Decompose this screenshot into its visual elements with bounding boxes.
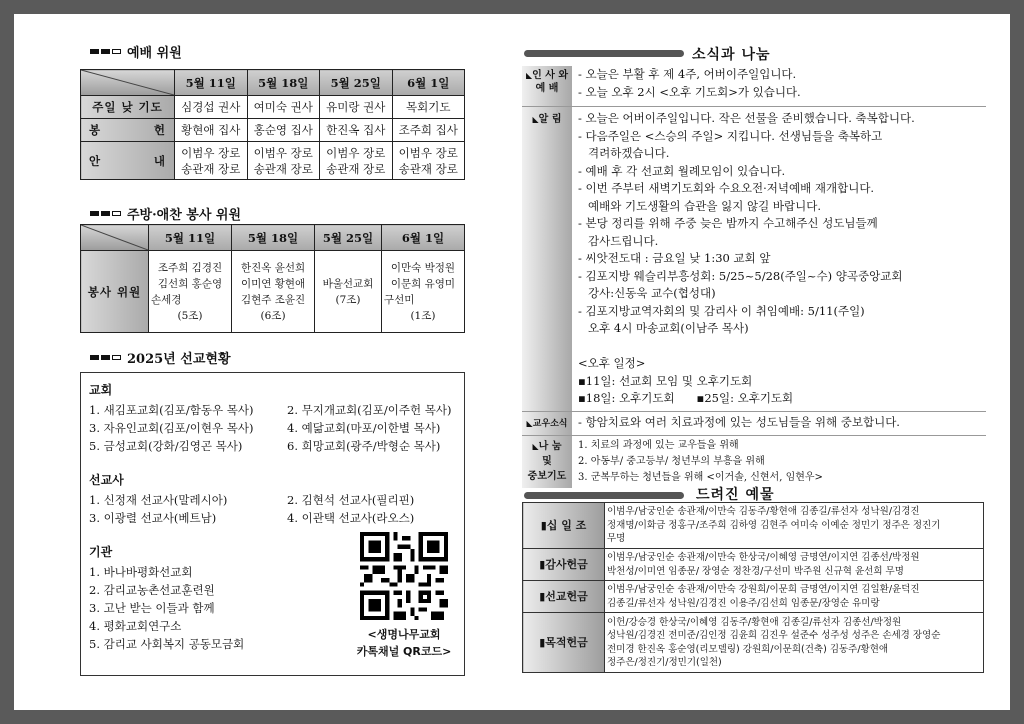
table-cell: 유미랑 권사 [320,96,393,119]
date-header: 6월 1일 [381,225,464,251]
news-label: ◣교우소식 [522,412,572,435]
news-label: ◣나 눔 및 중보기도 [522,436,572,488]
table-row [523,503,984,549]
table-cell: 홍순영 집사 [247,119,320,142]
list-item: 5. 금성교회(강화/김영곤 목사) [89,439,243,453]
row-label-usher: 안 내 [81,142,175,180]
mission-heading [90,348,231,367]
offerings-title: 드려진 예물 [696,487,775,503]
list-item: 4. 예닮교회(마포/이한별 목사) [287,421,441,435]
date-header: 5월 11일 [175,70,248,96]
section-bullet-icon [90,355,121,360]
table-row [523,581,984,613]
row-label-service: 봉사 위원 [81,251,149,333]
list-item: 1. 새김포교회(김포/함동우 목사) [89,403,254,417]
kitchen-table [80,224,465,333]
missionary-list [89,491,456,527]
offerings-table [522,502,984,673]
news-section-greeting [522,66,986,107]
news-title: 소식과 나눔 [692,47,771,63]
date-header: 5월 25일 [315,225,382,251]
table-cell: 심경섭 권사 [175,96,248,119]
bulletin-page [14,14,1010,710]
church-subtitle: 교회 [89,383,113,397]
date-header: 5월 25일 [320,70,393,96]
org-subtitle: 기관 [89,545,113,559]
list-item: 2. 김현석 선교사(필리핀) [287,493,415,507]
table-row [523,613,984,673]
news-body: - 항암치료와 여러 치료과정에 있는 성도님들을 위해 중보합니다. [578,415,900,429]
list-item: 2. 감리교농촌선교훈련원 [89,583,215,597]
worship-heading [90,42,182,61]
mission-title: 2025년 선교현황 [127,352,231,367]
section-bullet-icon [90,49,121,54]
offering-names: 이범우/남궁인순 송관재/이만숙 김동주/황현애 김종길/류선자 성낙원/김경진 정재명/이화금 정홍구/조주희 김하영 김현주 여미숙 이예순 정민기 정주은 정진기 무명 [605,503,984,549]
offerings-title-bar [524,492,684,499]
news-section-notice [522,107,986,412]
offering-names: 이범우/남궁인순 송관재/이만숙 강원희/이문희 금명연/이지연 김일환/윤덕진 김종길/류선자 성낙원/김경진 이용주/김선희 임종문/장영순 유미랑 [605,581,984,613]
row-label-offering: 봉 헌 [81,119,175,142]
list-item: 5. 감리교 사회복지 공동모금회 [89,637,245,651]
kitchen-heading [90,204,241,223]
table-cell: 바울선교회 (7조) [315,251,382,333]
list-item: 2. 무지개교회(김포/이주헌 목사) [287,403,452,417]
date-header: 5월 18일 [232,225,315,251]
church-list [89,401,456,455]
table-cell: 이만숙 박정원 이문희 유영미 구선미 (1조) [381,251,464,333]
worship-title: 예배 위원 [127,46,182,61]
offering-label: ▮십 일 조 [523,503,605,549]
date-header: 6월 1일 [392,70,465,96]
news-panel [522,66,986,488]
missionary-subtitle: 선교사 [89,473,124,487]
list-item: 1. 바나바평화선교회 [89,565,193,579]
news-title-bar [524,50,684,57]
news-body: - 오늘은 부활 후 제 4주, 어버이주일입니다. - 오늘 오후 2시 <오후 기도회>가 있습니다. [578,67,801,99]
news-label: ◣알 림 [522,107,572,411]
news-section-prayer [522,436,986,488]
news-body: 1. 치료의 과정에 있는 교우들을 위해 2. 아동부/ 중고등부/ 청년부의 부흥을 위해 3. 군복무하는 청년들을 위해 <이거솔, 신현서, 임현우> [578,440,823,483]
table-cell: 황현애 집사 [175,119,248,142]
table-cell: 조주희 집사 [392,119,465,142]
news-label: ◣인 사 와 예 배 [522,66,572,106]
list-item: 3. 자유인교회(김포/이현우 목사) [89,421,254,435]
table-cell: 이범우 장로 송관재 장로 [392,142,465,180]
list-item: 4. 이관택 선교사(라오스) [287,511,415,525]
section-bullet-icon [90,211,121,216]
kitchen-title: 주방·애찬 봉사 위원 [127,208,242,223]
offering-names: 이범우/남궁인순 송관재/이만숙 한상국/이혜영 금명연/이지연 김종선/박정원 박천성/이미연 임종문/ 장영순 정찬경/구선미 박주원 신규혁 윤선희 무명 [605,549,984,581]
row-label-prayer: 주일 낮 기도 [81,96,175,119]
table-cell: 여미숙 권사 [247,96,320,119]
worship-table [80,69,465,180]
list-item: 3. 고난 받는 이들과 함께 [89,601,215,615]
list-item: 3. 이광렬 선교사(베트남) [89,511,217,525]
offering-names: 이헌/강승경 한상국/이혜영 김동주/황현애 김종길/류선자 김종선/박정원 성낙원/김경진 전미준/김인정 김윤희 김진우 설준수 성주성 성주은 손세경 장영순 전미경 한진옥 홍순영(리모델링) 강원희/이문희(건축) 김동주/황현애 정주은/정진기/정민기(일천) [605,613,984,673]
news-section-members [522,412,986,436]
date-header: 5월 11일 [149,225,232,251]
list-item: 6. 희망교회(광주/박형순 목사) [287,439,441,453]
qr-code-icon[interactable] [360,532,448,620]
table-corner [81,225,149,251]
table-cell: 조주희 김경진 김선희 홍순영 손세경 (5조) [149,251,232,333]
news-body: - 오늘은 어버이주일입니다. 작은 선물을 준비했습니다. 축복합니다. - 다음주일은 <스승의 주일> 지킵니다. 선생님들을 축복하고 격려하겠습니다. - 예배 후 각 선교회 월례모임이 있습니다. - 이번 주부터 새벽기도회와 수요오전·저녁예배 재개합니다. 예배와 기도생활의 습관을 잃지 않길 바랍니다. - 본당 정리를 위해 주중 늦은 밤까지 수고해주신 성도님들께 감사드립니다. - 씨앗전도대 : 금요일 낮 1:30 교회 앞 - 김포지방 웨슬리부흥성회: 5/25~5/28(주일~수) 양곡중앙교회 강사:신동욱 교수(협성대) - 김포지방교역자회의 및 감리사 이 취임예배: 5/11(주일) 오후 4시 마송교회(이남주 목사) <오후 일정> ▪11일: 선교회 모임 및 오후기도회 ▪18일: 오후기도회 ▪25일: 오후기도회 [578,111,915,405]
offering-label: ▮선교헌금 [523,581,605,613]
offering-label: ▮목적헌금 [523,613,605,673]
date-header: 5월 18일 [247,70,320,96]
table-corner [81,70,175,96]
table-cell: 목회기도 [392,96,465,119]
qr-caption: <생명나무교회 카톡채널 QR코드> [356,628,452,658]
offering-label: ▮감사헌금 [523,549,605,581]
table-row [523,549,984,581]
table-cell: 이범우 장로 송관재 장로 [320,142,393,180]
table-cell: 한진옥 윤선희 이미연 황현애 김현주 조윤진 (6조) [232,251,315,333]
table-cell: 이범우 장로 송관재 장로 [175,142,248,180]
table-cell: 이범우 장로 송관재 장로 [247,142,320,180]
table-cell: 한진옥 집사 [320,119,393,142]
list-item: 4. 평화교회연구소 [89,619,182,633]
list-item: 1. 신정재 선교사(말레시아) [89,493,228,507]
